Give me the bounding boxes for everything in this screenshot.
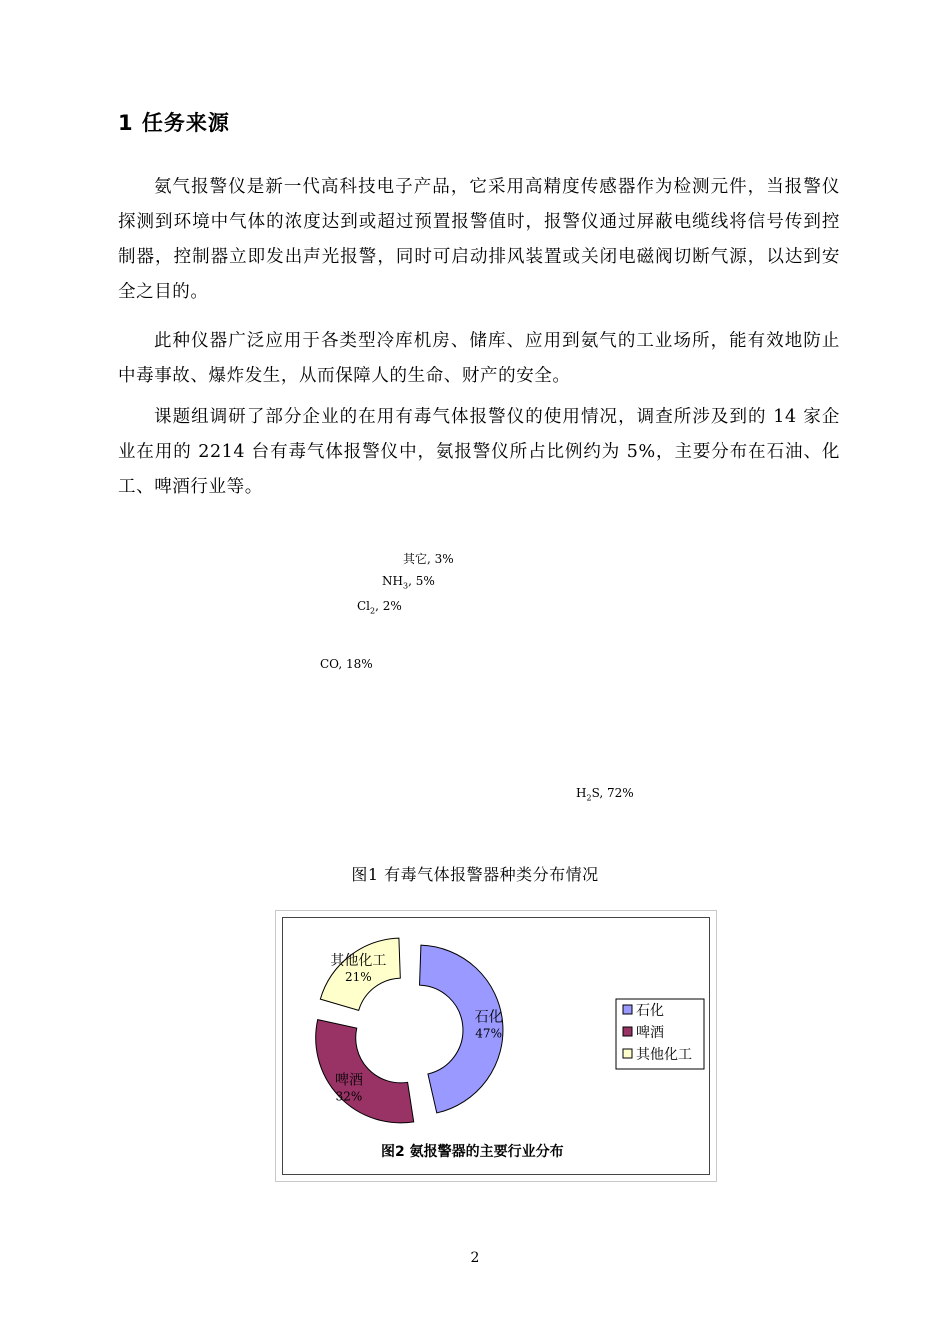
pie-label-nh3: $NH_3$, 5% [382,574,435,591]
figure-2-plot-area [282,917,710,1175]
legend-item-other-chemical: 其他化工 [636,1047,692,1063]
legend-item-brewery-swatch [623,1027,632,1036]
slice-brewery-name-label: 啤酒 [334,1072,363,1089]
paragraph-2: 此种仪器广泛应用于各类型冷库机房、储库、应用到氨气的工业场所，能有效地防止中毒事故、爆炸发生，从而保障人的生命、财产的安全。 [118,331,840,386]
pie-label-other: 其它, 3% [403,552,454,566]
paragraph-1: 氨气报警仪是新一代高科技电子产品，它采用高精度传感器作为检测元件，当报警仪探测到环境中气体的浓度达到或超过预置报警值时，报警仪通过屏蔽电缆线将信号传到控制器，控制器立即发出声光报警，同时可启动排风装置或关闭电磁阀切断气源，以达到安全之目的。 [118,177,840,302]
slice-other-chemical-value-label: 21% [345,969,372,984]
slice-petrochemical-value-label: 47% [475,1026,502,1041]
legend-item-petrochemical-swatch [623,1005,632,1014]
donut-chart [283,918,709,1174]
pie-label-co: CO, 18% [320,657,373,671]
pie-label-h2s: $H_2S$, 72% [576,786,634,803]
pie-label-cl2: $Cl_2$, 2% [357,599,402,616]
legend-item-other-chemical-swatch [623,1049,632,1058]
figure-1-caption: 图1 有毒气体报警器种类分布情况 [351,865,599,884]
legend-item-petrochemical: 石化 [636,1003,664,1019]
slice-petrochemical-name-label: 石化 [474,1009,503,1026]
figure-2 [275,910,717,1182]
section-heading: 1 任务来源 [118,111,230,135]
slice-brewery-value-label: 32% [335,1089,363,1104]
page-number: 2 [470,1250,480,1266]
figure-2-title: 图2 氨报警器的主要行业分布 [381,1144,564,1160]
slice-other-chemical-name-label: 其他化工 [330,952,387,969]
legend-item-brewery: 啤酒 [636,1025,664,1041]
slice-brewery [316,1020,414,1123]
paragraph-3: 课题组调研了部分企业的在用有毒气体报警仪的使用情况，调查所涉及到的 14 家企业在用的 2214 台有毒气体报警仪中，氨报警仪所占比例约为 5%，主要分布在石油、化工、啤酒行业等。 [118,407,840,497]
